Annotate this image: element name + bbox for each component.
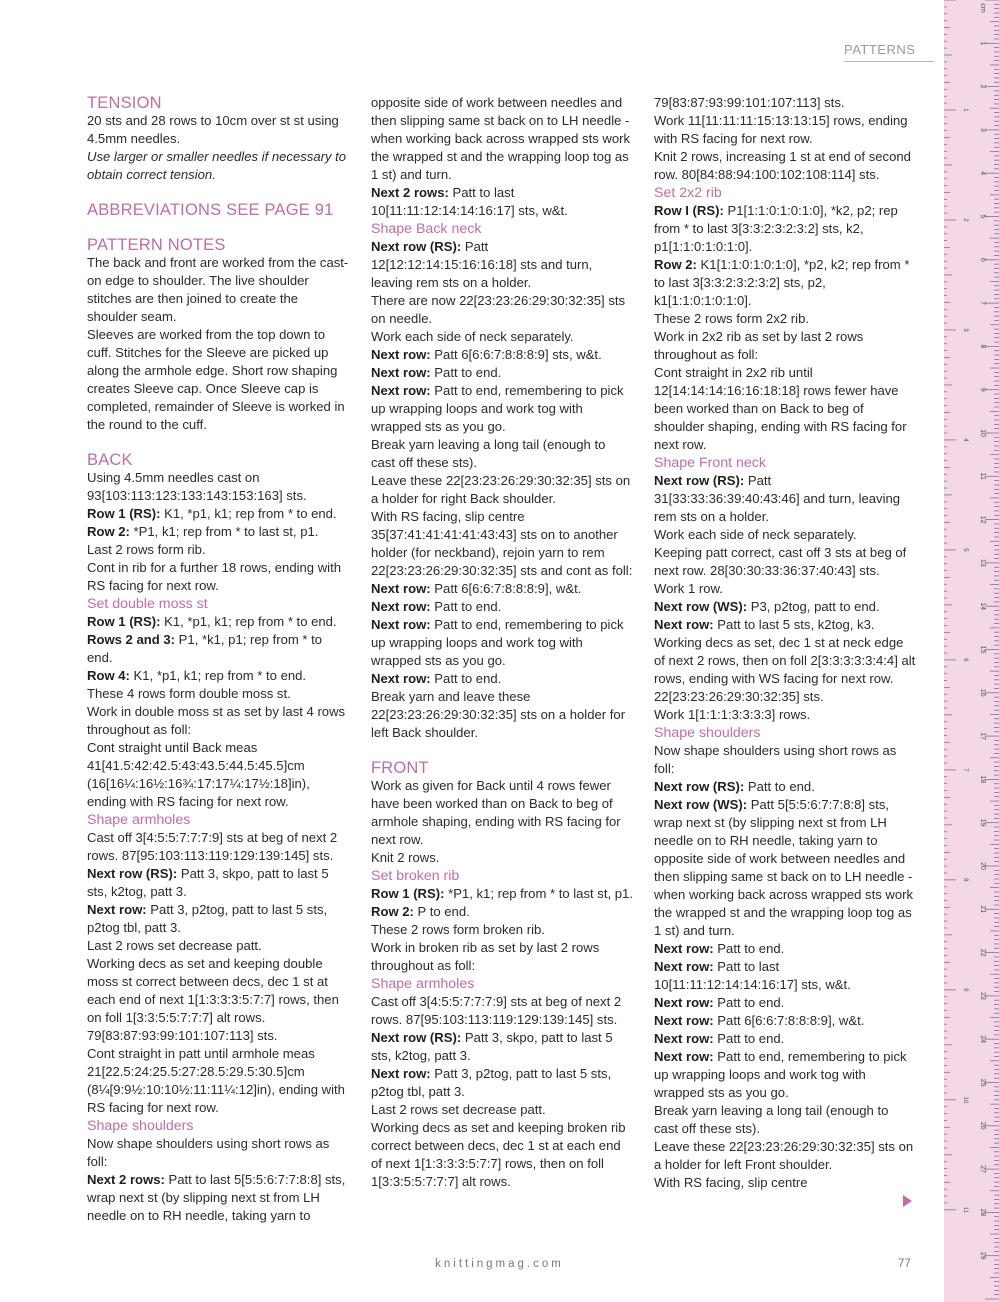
ruler-cm-label: 6	[979, 257, 986, 262]
pattern-paragraph	[87, 901, 349, 937]
row-label: Next row:	[654, 1049, 714, 1064]
ruler-cm-label: 10	[979, 429, 986, 437]
ruler-cm-label: 15	[979, 645, 986, 654]
pattern-paragraph: Leave these 22[23:23:26:29:30:32:35] sts on a holder for left Front shoulder.	[654, 1139, 914, 1172]
pattern-paragraph: Cont straight in patt until armhole meas 21[22.5:24:25.5:27:28.5:29.5:30.5]cm (8¼[9:9½:10:10½:11:11¼:12]in), ending with RS facing for next row.	[87, 1046, 345, 1115]
pattern-paragraph: There are now 22[23:23:26:29:30:32:35] sts on needle.	[371, 293, 626, 326]
row-label: Next row:	[371, 617, 431, 632]
pattern-paragraph: Work in broken rib as set by last 2 rows throughout as foll:	[371, 940, 600, 973]
row-label: Next row (RS):	[654, 779, 745, 794]
ruler-inch-label: 2	[962, 218, 968, 222]
pattern-paragraph: Break yarn leaving a long tail (enough to cast off these sts).	[654, 1103, 889, 1136]
ruler-cm-label: 19	[979, 818, 986, 827]
text-column-1	[87, 94, 349, 1225]
ruler-cm-label: 26	[979, 1121, 986, 1130]
ruler-cm-label: 12	[979, 515, 986, 524]
text-column-3	[654, 94, 916, 1192]
row-instruction: Patt 3, skpo, patt to last 5 sts, k2tog, patt 3.	[87, 866, 329, 899]
ruler-graphic	[944, 0, 999, 1302]
pattern-paragraph	[654, 1030, 916, 1048]
pattern-paragraph: Knit 2 rows.	[371, 850, 440, 865]
ruler-cm-label: 28	[979, 1208, 986, 1217]
pattern-paragraph	[371, 184, 633, 220]
row-instruction: Patt to end.	[713, 941, 785, 956]
row-label: Next row:	[654, 617, 714, 632]
row-instruction: K1[1:1:0:1:0:1:0], *p2, k2; rep from * to last 3[3:3:2:3:2:3:2] sts, p2, k1[1:1:0:1:0:1:0].	[654, 257, 910, 308]
pattern-paragraph	[654, 598, 916, 616]
row-instruction: Patt to end, remembering to pick up wrapping loops and work tog with wrapped sts as you go.	[371, 383, 624, 434]
pattern-paragraph: Keeping patt correct, cast off 3 sts at beg of next row. 28[30:30:33:36:37:40:43] sts.	[654, 545, 907, 578]
pattern-paragraph	[87, 667, 349, 685]
pattern-paragraph: Cont straight in 2x2 rib until 12[14:14:14:16:16:18:18] rows fewer have been worked than on Back to beg of shoulder shaping, ending with RS facing for next row.	[654, 365, 907, 452]
row-label: Next row (WS):	[654, 599, 748, 614]
pattern-paragraph	[654, 1048, 916, 1102]
pattern-paragraph: Work in double moss st as set by last 4 rows throughout as foll:	[87, 704, 346, 737]
row-instruction: Patt to end.	[713, 1031, 785, 1046]
ruler-inch-label: 7	[962, 768, 968, 772]
row-label: Next row (RS):	[371, 1030, 462, 1045]
row-label: Next 2 rows:	[87, 1172, 165, 1187]
row-label: Next row:	[371, 365, 431, 380]
row-label: Row 1 (RS):	[371, 886, 445, 901]
ruler-inch-label: 10	[962, 1096, 968, 1104]
pattern-paragraph: Work as given for Back until 4 rows fewer have been worked than on Back to beg of armhole shaping, ending with RS facing for next row.	[371, 778, 621, 847]
row-instruction: K1, *p1, k1; rep from * to end.	[129, 668, 307, 683]
ruler-cm-label: 4	[979, 171, 986, 176]
row-label: Row 2:	[87, 524, 130, 539]
row-instruction: Patt to last 5[5:5:6:7:7:8:8] sts, wrap next st (by slipping next st from LH needle on to RH needle, taking yarn to	[87, 1172, 346, 1223]
pattern-paragraph	[87, 613, 349, 631]
pattern-paragraph	[371, 238, 633, 292]
section-heading: BACK	[87, 451, 133, 469]
pattern-paragraph	[87, 1171, 349, 1225]
row-instruction: Patt to end, remembering to pick up wrapping loops and work tog with wrapped sts as you go.	[371, 617, 624, 668]
pattern-paragraph: Work in 2x2 rib as set by last 2 rows throughout as foll:	[654, 329, 864, 362]
page-number: 77	[898, 1258, 911, 1270]
row-instruction: Patt to last 10[11:11:12:14:14:16:17] sts, w&t.	[654, 959, 851, 992]
row-instruction: Patt to end.	[430, 599, 502, 614]
pattern-paragraph	[371, 885, 633, 903]
ruler-cm-label: 2	[979, 84, 986, 89]
row-instruction: Patt to end, remembering to pick up wrapping loops and work tog with wrapped sts as you go.	[654, 1049, 907, 1100]
pattern-paragraph	[654, 202, 916, 256]
pattern-paragraph	[87, 865, 349, 901]
pattern-paragraph: Last 2 rows set decrease patt.	[371, 1102, 546, 1117]
pattern-paragraph	[654, 256, 916, 310]
text-column-2	[371, 94, 633, 1191]
pattern-paragraph: Cast off 3[4:5:5:7:7:7:9] sts at beg of next 2 rows. 87[95:103:113:119:129:139:145] sts.	[371, 994, 622, 1027]
section-heading: FRONT	[371, 759, 429, 777]
section-heading: PATTERN NOTES	[87, 236, 226, 254]
ruler-cm-label: 23	[979, 992, 986, 1000]
ruler-inch-label: 5	[962, 548, 968, 552]
continue-arrow-icon	[903, 1195, 912, 1207]
subsection-heading: Shape Front neck	[654, 455, 766, 471]
row-instruction: *P1, k1; rep from * to last st, p1.	[129, 524, 319, 539]
row-label: Next row (RS):	[87, 866, 178, 881]
pattern-paragraph	[371, 1065, 633, 1101]
row-label: Next row:	[371, 1066, 431, 1081]
ruler-cm-label: 11	[979, 472, 986, 480]
footer-website: knittingmag.com	[435, 1258, 564, 1270]
pattern-paragraph: Work 11[11:11:11:15:13:13:15] rows, ending with RS facing for next row.	[654, 113, 908, 146]
pattern-paragraph: Work 1[1:1:1:3:3:3:3] rows.	[654, 707, 811, 722]
section-heading: ABBREVIATIONS SEE PAGE 91	[87, 201, 334, 219]
pattern-paragraph: These 2 rows form 2x2 rib.	[654, 311, 809, 326]
row-label: Row 1 (RS):	[87, 614, 161, 629]
row-instruction: Patt to end.	[744, 779, 815, 794]
ruler-cm-label: 24	[979, 1035, 986, 1044]
ruler-cm-label: 29	[979, 1251, 986, 1260]
row-instruction: *P1, k1; rep from * to last st, p1.	[444, 886, 633, 901]
pattern-paragraph	[371, 346, 633, 364]
ruler-cm-label: 21	[979, 905, 986, 914]
ruler-cm-label: 20	[979, 862, 986, 870]
row-label: Row 2:	[371, 904, 414, 919]
pattern-paragraph: Working decs as set, dec 1 st at neck edge of next 2 rows, then on foll 2[3:3:3:3:3:4:4] alt rows, ending with WS facing for next row. 22[23:23:26:29:30:32:35] sts.	[654, 635, 916, 704]
pattern-paragraph: Cont straight until Back meas 41[41.5:42:42.5:43:43.5:44.5:45.5]cm (16[16¼:16½:16¾:17:17¼:17½:18]in), ending with RS facing for next row.	[87, 740, 310, 809]
ruler-inch-label: 9	[962, 988, 968, 992]
pattern-paragraph: Knit 2 rows, increasing 1 st at end of second row. 80[84:88:94:100:102:108:114] sts.	[654, 149, 911, 182]
row-label: Next row:	[371, 599, 431, 614]
row-instruction: Patt 5[5:5:6:7:7:8:8] sts, wrap next st (by slipping next st from LH needle on to RH needle, taking yarn to opposite side of work between needles and then slipping same st back on to LH needle - when working back across wrapped sts work the wrapped st and the wrapping loop tog as 1 st) and turn.	[654, 797, 914, 938]
pattern-paragraph	[654, 958, 916, 994]
row-instruction: Patt 3, p2tog, patt to last 5 sts, p2tog tbl, patt 3.	[371, 1066, 612, 1099]
pattern-paragraph: Work 1 row.	[654, 581, 723, 596]
row-instruction: K1, *p1, k1; rep from * to end.	[160, 614, 337, 629]
pattern-paragraph: With RS facing, slip centre	[654, 1175, 808, 1190]
row-label: Next row:	[654, 941, 714, 956]
pattern-paragraph: Now shape shoulders using short rows as foll:	[654, 743, 897, 776]
subsection-heading: Shape Back neck	[371, 221, 482, 237]
pattern-paragraph	[654, 778, 916, 796]
side-ruler	[944, 0, 999, 1302]
ruler-inch-label: 4	[962, 438, 968, 442]
row-instruction: Patt 12[12:12:14:15:16:16:18] sts and turn, leaving rem sts on a holder.	[371, 239, 593, 290]
row-label: Next row:	[371, 347, 431, 362]
row-label: Rows 2 and 3:	[87, 632, 176, 647]
row-instruction: Patt 3, p2tog, patt to last 5 sts, p2tog tbl, patt 3.	[87, 902, 328, 935]
ruler-cm-label: 9	[979, 387, 986, 392]
pattern-paragraph	[87, 523, 349, 541]
row-instruction: Patt 6[6:6:7:8:8:8:9], w&t.	[713, 1013, 865, 1028]
pattern-paragraph: 79[83:87:93:99:101:107:113] sts.	[654, 95, 845, 110]
ruler-cm-label: 14	[979, 602, 986, 611]
row-instruction: Patt to end.	[430, 671, 502, 686]
row-label: Row 4:	[87, 668, 130, 683]
pattern-paragraph: Work each side of neck separately.	[654, 527, 857, 542]
ruler-inch-label: 11	[962, 1206, 968, 1213]
pattern-paragraph	[371, 382, 633, 436]
row-instruction: P3, p2tog, patt to end.	[747, 599, 880, 614]
subsection-heading: Shape shoulders	[654, 725, 761, 741]
row-label: Next row:	[371, 671, 431, 686]
pattern-paragraph	[371, 580, 633, 598]
pattern-paragraph: Work each side of neck separately.	[371, 329, 574, 344]
ruler-cm-label: 1	[979, 41, 986, 46]
subsection-heading: Shape armholes	[87, 812, 191, 828]
section-label: PATTERNS	[844, 42, 934, 62]
row-label: Next row:	[654, 1031, 714, 1046]
pattern-paragraph: Working decs as set and keeping broken rib correct between decs, dec 1 st at each end of next 1[1:3:3:3:5:7:7] rows, then on foll 1[3:3:5:5:7:7:7] alt rows.	[371, 1120, 626, 1189]
pattern-paragraph: opposite side of work between needles and then slipping same st back on to LH needle - when working back across wrapped sts work the wrapped st and the wrapping loop tog as 1 st) and turn.	[371, 95, 631, 182]
ruler-cm-label: 7	[979, 301, 986, 306]
row-label: Next row:	[654, 1013, 714, 1028]
subsection-heading: Set double moss st	[87, 596, 208, 612]
row-label: Row 2:	[654, 257, 697, 272]
row-instruction: Patt to end.	[430, 365, 502, 380]
row-label: Next row:	[371, 383, 431, 398]
pattern-paragraph: Working decs as set and keeping double moss st correct between decs, dec 1 st at each end of next 1[1:3:3:3:5:7:7] rows, then on foll 1[3:3:5:5:7:7:7] alt rows. 79[83:87:93:99:101:107:113] sts.	[87, 956, 339, 1043]
pattern-paragraph	[87, 631, 349, 667]
row-instruction: P1, *k1, p1; rep from * to end.	[87, 632, 323, 665]
ruler-cm-label: 25	[979, 1078, 986, 1087]
pattern-paragraph: Last 2 rows form rib.	[87, 542, 206, 557]
pattern-paragraph	[654, 796, 916, 940]
row-instruction: P1[1:1:0:1:0:1:0], *k2, p2; rep from * to last 3[3:3:2:3:2:3:2] sts, k2, p1[1:1:0:1:0:1:0].	[654, 203, 898, 254]
row-label: Next row (WS):	[654, 797, 748, 812]
subsection-heading: Shape armholes	[371, 976, 475, 992]
pattern-paragraph	[654, 940, 916, 958]
ruler-cm-label: 3	[979, 127, 986, 132]
pattern-paragraph	[371, 1029, 633, 1065]
pattern-paragraph: Use larger or smaller needles if necessary to obtain correct tension.	[87, 149, 347, 182]
row-instruction: Patt to last 5 sts, k2tog, k3.	[713, 617, 875, 632]
ruler-cm-label: 8	[979, 344, 986, 349]
row-instruction: Patt 6[6:6:7:8:8:8:9] sts, w&t.	[430, 347, 602, 362]
row-instruction: K1, *p1, k1; rep from * to end.	[160, 506, 337, 521]
pattern-paragraph: Cast off 3[4:5:5:7:7:7:9] sts at beg of next 2 rows. 87[95:103:113:119:129:139:145] sts.	[87, 830, 338, 863]
pattern-paragraph: Now shape shoulders using short rows as foll:	[87, 1136, 330, 1169]
ruler-cm-label: 17	[979, 732, 986, 740]
section-heading: TENSION	[87, 94, 162, 112]
row-instruction: Patt 3, skpo, patt to last 5 sts, k2tog, patt 3.	[371, 1030, 613, 1063]
row-instruction: Patt to last 10[11:11:12:14:14:16:17] sts, w&t.	[371, 185, 568, 218]
row-label: Next row:	[654, 995, 714, 1010]
row-instruction: Patt to end.	[713, 995, 785, 1010]
ruler-cm-label: 5	[979, 214, 986, 219]
pattern-paragraph	[654, 616, 916, 634]
ruler-inch-label: 1	[962, 108, 968, 112]
row-label: Row I (RS):	[654, 203, 724, 218]
pattern-paragraph	[654, 994, 916, 1012]
row-label: Next row:	[371, 581, 431, 596]
row-instruction: Patt 31[33:33:36:39:40:43:46] and turn, leaving rem sts on a holder.	[654, 473, 901, 524]
pattern-paragraph: Leave these 22[23:23:26:29:30:32:35] sts on a holder for right Back shoulder.	[371, 473, 631, 506]
ruler-cm-label: 18	[979, 775, 986, 784]
row-label: Next row:	[654, 959, 714, 974]
ruler-cm-label: 16	[979, 688, 986, 697]
subsection-heading: Set broken rib	[371, 868, 460, 884]
ruler-inch-label: 3	[962, 328, 968, 332]
pattern-paragraph: These 2 rows form broken rib.	[371, 922, 545, 937]
pattern-paragraph: 20 sts and 28 rows to 10cm over st st using 4.5mm needles.	[87, 113, 339, 146]
subsection-heading: Shape shoulders	[87, 1118, 194, 1134]
ruler-cm-label: 27	[979, 1165, 986, 1173]
pattern-paragraph: Sleeves are worked from the top down to cuff. Stitches for the Sleeve are picked up along the armhole edge. Short row shaping creates Sleeve cap. Once Sleeve cap is completed, remainder of Sleeve is worked in the round to the cuff.	[87, 327, 345, 432]
row-label: Next 2 rows:	[371, 185, 449, 200]
pattern-paragraph	[371, 903, 633, 921]
pattern-paragraph: Using 4.5mm needles cast on 93[103:113:123:133:143:153:163] sts.	[87, 470, 307, 503]
pattern-paragraph: Break yarn and leave these 22[23:23:26:29:30:32:35] sts on a holder for left Back shoulder.	[371, 689, 626, 740]
row-label: Next row (RS):	[654, 473, 745, 488]
pattern-paragraph: Cont in rib for a further 18 rows, ending with RS facing for next row.	[87, 560, 341, 593]
pattern-paragraph	[87, 505, 349, 523]
row-label: Row 1 (RS):	[87, 506, 161, 521]
ruler-inch-label: 8	[962, 878, 968, 882]
ruler-cm-label: 13	[979, 559, 986, 567]
pattern-paragraph	[371, 616, 633, 670]
pattern-paragraph: The back and front are worked from the cast-on edge to shoulder. The live shoulder stitches are then joined to create the shoulder seam.	[87, 255, 349, 324]
pattern-paragraph: Break yarn leaving a long tail (enough to cast off these sts).	[371, 437, 606, 470]
row-instruction: P to end.	[413, 904, 470, 919]
ruler-unit-label: cm	[979, 3, 986, 13]
row-label: Next row (RS):	[371, 239, 462, 254]
pattern-paragraph	[654, 1012, 916, 1030]
row-label: Next row:	[87, 902, 147, 917]
ruler-cm-label: 22	[979, 948, 986, 957]
pattern-paragraph	[371, 598, 633, 616]
pattern-paragraph	[371, 364, 633, 382]
pattern-paragraph	[654, 472, 916, 526]
row-instruction: Patt 6[6:6:7:8:8:8:9], w&t.	[430, 581, 582, 596]
pattern-paragraph: Last 2 rows set decrease patt.	[87, 938, 262, 953]
subsection-heading: Set 2x2 rib	[654, 185, 722, 201]
pattern-paragraph: With RS facing, slip centre 35[37:41:41:41:41:43:43] sts on to another holder (for neckband), rejoin yarn to rem 22[23:23:26:29:30:32:35] sts and cont as foll:	[371, 509, 633, 578]
pattern-paragraph: These 4 rows form double moss st.	[87, 686, 291, 701]
pattern-paragraph	[371, 670, 633, 688]
ruler-inch-label: 6	[962, 658, 968, 662]
